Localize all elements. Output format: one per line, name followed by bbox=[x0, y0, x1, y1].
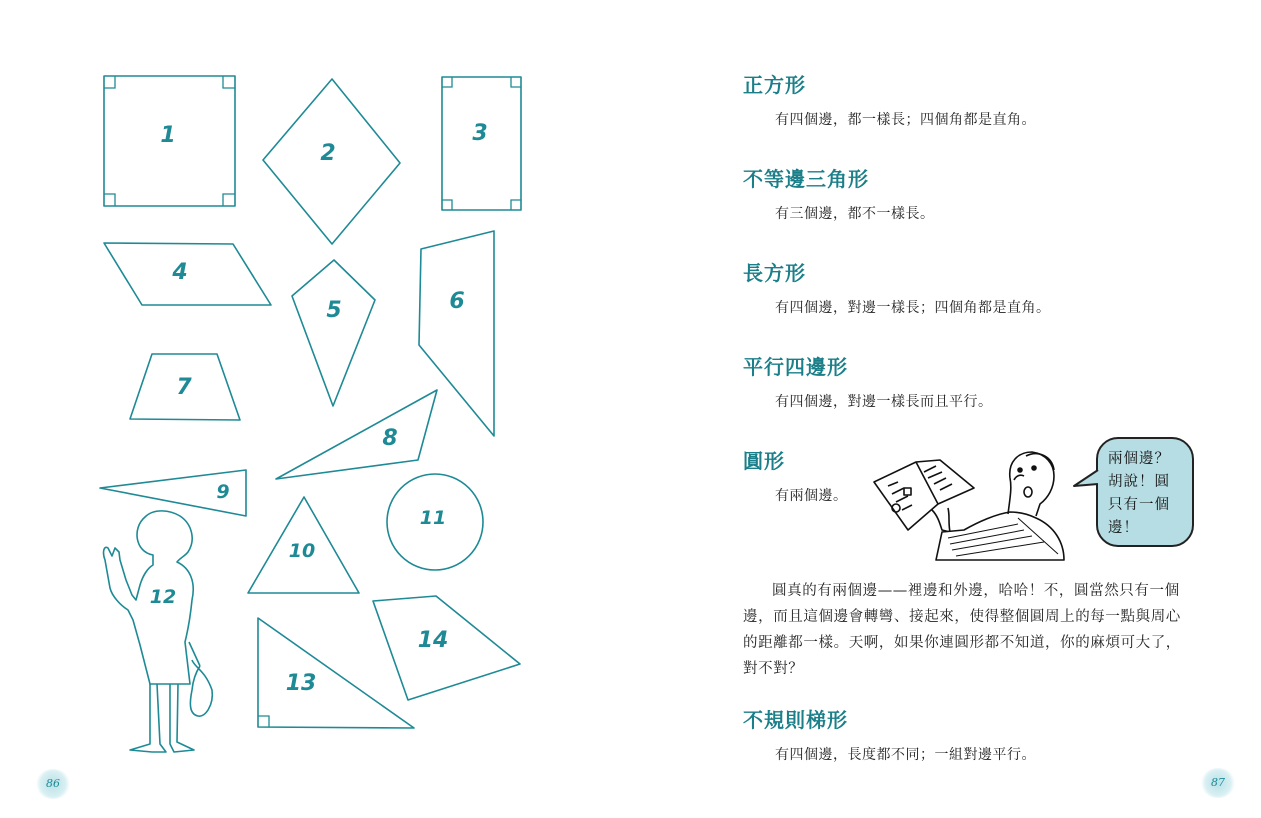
section-heading-square: 正方形 bbox=[743, 73, 806, 97]
shape-7-trapezoid bbox=[130, 354, 240, 420]
shape-number: 8 bbox=[382, 426, 398, 451]
shape-number: 12 bbox=[149, 586, 177, 608]
speech-bubble-line: 只有一個 bbox=[1108, 497, 1170, 513]
shape-13-right-triangle bbox=[258, 618, 414, 728]
shape-number: 1 bbox=[160, 123, 176, 148]
section-desc-scalene-triangle: 有三個邊，都不一樣長。 bbox=[775, 206, 935, 222]
speech-bubble-line: 胡說！圓 bbox=[1108, 474, 1170, 490]
shape-12-woman-figure bbox=[104, 511, 213, 752]
circle-explanation-paragraph: 圓真的有兩個邊——裡邊和外邊，哈哈！不，圓當然只有一個邊，而且這個邊會轉彎、接起來，使得整個圓周上的每一點與周心的距離都一樣。天啊，如果你連圓形都不知道，你的麻煩可大了，對不對？ bbox=[743, 583, 1181, 677]
shape-number: 7 bbox=[176, 375, 192, 400]
man-reading-book-illustration bbox=[868, 442, 1078, 562]
shape-6-irregular-quadrilateral bbox=[419, 231, 494, 436]
section-desc-square: 有四個邊，都一樣長；四個角都是直角。 bbox=[775, 112, 1036, 128]
section-desc-parallelogram: 有四個邊，對邊一樣長而且平行。 bbox=[775, 394, 993, 410]
shape-3-rectangle bbox=[442, 77, 521, 210]
speech-bubble-line: 兩個邊？ bbox=[1108, 451, 1170, 467]
shape-10-equilateral-triangle bbox=[248, 497, 359, 593]
page-number: 87 bbox=[1201, 768, 1235, 798]
shape-number: 2 bbox=[320, 141, 336, 166]
shape-number: 14 bbox=[417, 628, 449, 653]
shape-number: 10 bbox=[288, 540, 316, 562]
shape-number: 5 bbox=[326, 298, 342, 323]
shape-5-kite bbox=[292, 260, 375, 406]
shape-14-irregular-quadrilateral bbox=[373, 596, 520, 700]
section-heading-scalene-triangle: 不等邊三角形 bbox=[743, 167, 869, 191]
shape-2-rhombus bbox=[263, 79, 400, 244]
shape-number: 4 bbox=[172, 260, 188, 285]
section-heading-rectangle: 長方形 bbox=[743, 261, 806, 285]
page-number: 86 bbox=[36, 769, 70, 799]
shape-number: 13 bbox=[285, 671, 317, 696]
shapes-illustration bbox=[0, 0, 630, 818]
shape-4-parallelogram bbox=[104, 243, 271, 305]
shape-8-scalene-triangle bbox=[276, 390, 437, 479]
shape-number: 6 bbox=[449, 289, 465, 314]
section-heading-circle: 圓形 bbox=[743, 449, 785, 473]
shape-1-square bbox=[104, 76, 235, 206]
section-heading-parallelogram: 平行四邊形 bbox=[743, 355, 848, 379]
shape-number: 11 bbox=[419, 507, 447, 529]
section-desc-circle: 有兩個邊。 bbox=[775, 488, 848, 504]
speech-bubble bbox=[1096, 437, 1194, 547]
speech-bubble-tail bbox=[1072, 468, 1100, 492]
speech-bubble-line: 邊！ bbox=[1108, 520, 1139, 536]
shape-number: 3 bbox=[472, 121, 488, 146]
section-desc-rectangle: 有四個邊，對邊一樣長；四個角都是直角。 bbox=[775, 300, 1051, 316]
shape-9-thin-triangle bbox=[100, 470, 246, 516]
section-desc-irregular-trapezoid: 有四個邊，長度都不同；一組對邊平行。 bbox=[775, 747, 1036, 763]
shape-number: 9 bbox=[216, 481, 230, 503]
shape-11-circle bbox=[387, 474, 483, 570]
left-page bbox=[0, 0, 630, 818]
section-heading-irregular-trapezoid: 不規則梯形 bbox=[743, 708, 848, 732]
